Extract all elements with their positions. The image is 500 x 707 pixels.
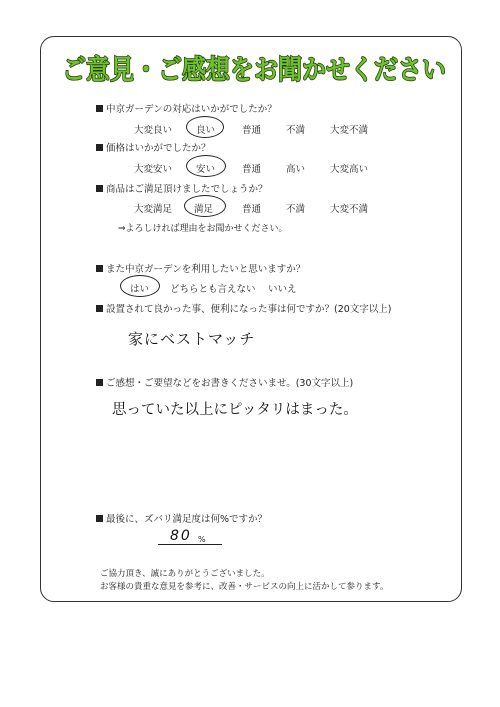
q4-option-1[interactable]: はい bbox=[130, 284, 150, 295]
q3-option-2[interactable]: 満足 bbox=[194, 204, 214, 215]
bullet-square-icon bbox=[96, 105, 103, 112]
q4-selected-circle bbox=[120, 275, 160, 297]
question-2 bbox=[96, 140, 211, 154]
q7-handwritten-answer[interactable]: 80 bbox=[170, 528, 192, 544]
q1-option-3[interactable]: 普通 bbox=[242, 125, 262, 136]
footer-improvement-note: お客様の貴重な意見を参考に、改善・サービスの向上に活かして参ります。 bbox=[100, 582, 389, 592]
bullet-square-icon bbox=[96, 185, 103, 192]
bullet-square-icon bbox=[96, 265, 103, 272]
question-1-label: 中京ガーデンの対応はいかがでしたか？ bbox=[106, 104, 277, 115]
form-title bbox=[58, 48, 494, 88]
q7-percent-unit: % bbox=[198, 535, 206, 544]
form-title-text: ご意見・ご感想をお聞かせください bbox=[62, 55, 494, 86]
q3-option-1[interactable]: 大変満足 bbox=[134, 204, 173, 215]
q1-selected-circle bbox=[186, 116, 224, 138]
q5-handwritten-answer[interactable]: 家にベストマッチ bbox=[128, 330, 256, 348]
question-4 bbox=[96, 261, 305, 275]
question-2-label: 価格はいかがでしたか？ bbox=[106, 143, 211, 154]
bullet-square-icon bbox=[96, 305, 103, 312]
bullet-square-icon bbox=[96, 515, 103, 522]
question-3-label: 商品はご満足頂けましたでしょうか？ bbox=[106, 184, 268, 195]
question-3 bbox=[96, 181, 268, 195]
q1-option-1[interactable]: 大変良い bbox=[134, 125, 173, 136]
q3-option-3[interactable]: 普通 bbox=[242, 204, 262, 215]
q3-option-5[interactable]: 大変不満 bbox=[330, 204, 369, 215]
question-5 bbox=[96, 301, 392, 315]
footer-thanks: ご協力頂き、誠にありがとうございました。 bbox=[100, 569, 270, 579]
q4-option-3[interactable]: いいえ bbox=[268, 284, 297, 295]
question-1 bbox=[96, 101, 277, 115]
q2-option-5[interactable]: 大変高い bbox=[330, 164, 369, 175]
q6-handwritten-answer[interactable]: 思っていた以上にピッタリはまった。 bbox=[112, 402, 358, 418]
question-6-label: ご感想・ご要望などをお書きくださいませ。(30文字以上) bbox=[106, 378, 354, 389]
q2-selected-circle bbox=[186, 155, 226, 177]
q1-option-4[interactable]: 不満 bbox=[286, 125, 306, 136]
bullet-square-icon bbox=[96, 144, 103, 151]
q3-reason-note: ⇒よろしければ理由をお聞かせください。 bbox=[118, 224, 288, 234]
q7-answer-underline bbox=[158, 544, 222, 545]
q1-option-5[interactable]: 大変不満 bbox=[330, 125, 369, 136]
q2-option-2[interactable]: 安い bbox=[196, 164, 216, 175]
q1-option-2[interactable]: 良い bbox=[196, 125, 216, 136]
q2-option-4[interactable]: 高い bbox=[286, 164, 306, 175]
q4-option-2[interactable]: どちらとも言えない bbox=[170, 284, 256, 295]
q3-option-4[interactable]: 不満 bbox=[286, 204, 306, 215]
question-7 bbox=[96, 511, 267, 525]
question-5-label: 設置されて良かった事、便利になった事は何ですか？(20文字以上) bbox=[106, 304, 392, 315]
q3-selected-circle bbox=[184, 195, 226, 217]
question-6 bbox=[96, 375, 353, 389]
q2-option-1[interactable]: 大変安い bbox=[134, 164, 173, 175]
question-4-label: また中京ガーデンを利用したいと思いますか？ bbox=[106, 264, 306, 275]
question-7-label: 最後に、ズバリ満足度は何%ですか？ bbox=[106, 514, 268, 525]
bullet-square-icon bbox=[96, 379, 103, 386]
q2-option-3[interactable]: 普通 bbox=[242, 164, 262, 175]
